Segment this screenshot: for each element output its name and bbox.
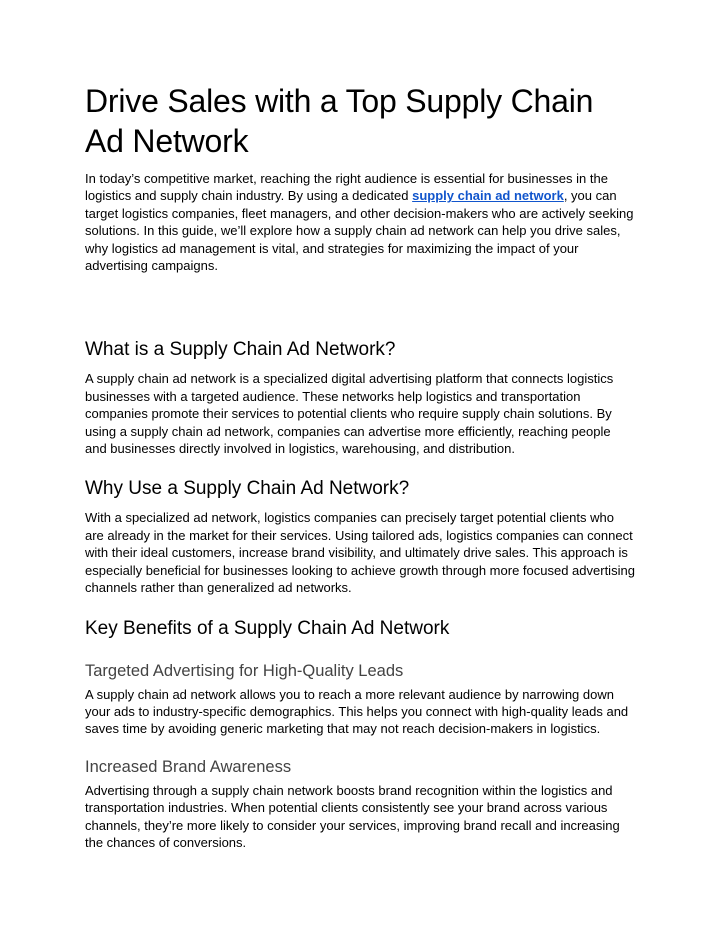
section-heading-what-is: What is a Supply Chain Ad Network? (85, 339, 396, 361)
subsection-body-targeted-advertising: A supply chain ad network allows you to reach a more relevant audience by narrowing down your ads to industry-specific demographics. This helps you connect with high-quality leads and saves time by avoiding generic marketing that may not reach decision-makers in logistics. (85, 686, 629, 737)
section-heading-why-use: Why Use a Supply Chain Ad Network? (85, 478, 410, 500)
subsection-heading-targeted-advertising: Targeted Advertising for High-Quality Leads (85, 661, 404, 680)
section-body-what-is: A supply chain ad network is a specialized digital advertising platform that connects logistics businesses with a targeted audience. These networks help logistics and transportation companies promote their services to potential clients who require supply chain solutions. By using a supply chain ad network, companies can advertise more efficiently, reaching people and businesses directly involved in logistics, warehousing, and distribution. (85, 371, 614, 457)
page-title: Drive Sales with a Top Supply Chain Ad Network (85, 83, 594, 159)
subsection-heading-brand-awareness: Increased Brand Awareness (85, 757, 292, 776)
intro-paragraph (85, 170, 635, 274)
intro-text-before-link: In today’s competitive market, reaching the right audience is essential for businesses in the logistics and supply chain industry. By using a dedicated (85, 171, 608, 204)
intro-text-after-link: , you can target logistics companies, fleet managers, and other decision-makers who are actively seeking solutions. In this guide, we’ll explore how a supply chain ad network can help you drive sales, why logistics ad management is vital, and strategies for maximizing the impact of your advertising campaigns. (85, 188, 634, 274)
section-heading-key-benefits: Key Benefits of a Supply Chain Ad Network (85, 617, 450, 639)
supply-chain-ad-network-link[interactable]: supply chain ad network (412, 188, 564, 204)
section-body-why-use: With a specialized ad network, logistics companies can precisely target potential clients who are already in the market for their services. Using tailored ads, logistics companies can connect with their ideal customers, increase brand visibility, and ultimately drive sales. This approach is especially beneficial for businesses looking to achieve growth through more focused advertising channels rather than generalized ad networks. (85, 510, 635, 596)
subsection-body-brand-awareness: Advertising through a supply chain network boosts brand recognition within the logistics and transportation industries. When potential clients consistently see your brand across various channels, they’re more likely to consider your services, improving brand recall and increasing the chances of conversions. (85, 782, 620, 850)
